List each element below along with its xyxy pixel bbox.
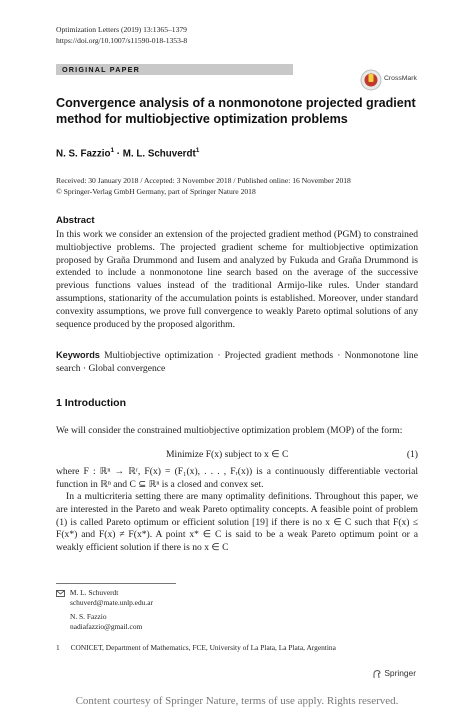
body-paragraph: In a multicriteria setting there are many optimality definitions. Throughout this paper, we are interested in the Pareto and weak Pareto optimality concepts. A feasible point of problem (1) is called Pareto optimum or efficient solution [19] if there is no x ∈ C such that F(x) ≤ F(x*) and F(x) ≠ F(x*). A point x* ∈ C is said to be a weak Pareto optimum point or a weakly efficient solution if there is no x ∈ C xyxy=(56,491,418,554)
springer-logo xyxy=(372,668,416,679)
abstract-heading: Abstract xyxy=(56,215,95,226)
footnote-divider xyxy=(56,583,176,584)
article-title: Convergence analysis of a nonmonotone projected gradient method for multiobjective optimization problems xyxy=(56,96,416,126)
keywords-block xyxy=(56,349,418,376)
abstract-text: In this work we consider an extension of the projected gradient method (PGM) to constrained multiobjective problems. The projected gradient scheme for multiobjective optimization proposed by Graña Drummond and Iusem and analyzed by Fukuda and Graña Drummond is extended to include a nonmonotone line search based on the average of the successive previous functions values instead of the traditional Armijo-like rules. Under standard assumptions, stationarity of the accumulation points is established. Moreover, under standard convexity assumptions, we prove full convergence to weakly Pareto optimal solutions of any sequence produced by the proposed algorithm. xyxy=(56,229,418,330)
equation-text: Minimize F(x) subject to x ∈ C xyxy=(166,449,289,460)
springer-logo-text: Springer xyxy=(384,668,416,678)
affiliation-number: 1 xyxy=(56,643,60,652)
keywords-label: Keywords xyxy=(56,350,100,360)
envelope-icon xyxy=(56,590,65,597)
equation-explanation: where F : ℝⁿ → ℝʳ, F(x) = (F₁(x), . . . , Fᵣ(x)) is a continuously differentiable vectorial function in ℝⁿ and C ⊆ ℝⁿ is a closed and convex set. xyxy=(56,466,418,490)
section-heading: 1 Introduction xyxy=(56,397,126,409)
affiliation-footnote xyxy=(56,643,336,653)
crossmark-badge[interactable] xyxy=(360,69,430,91)
crossmark-icon xyxy=(360,69,382,91)
history-dates: Received: 30 January 2018 / Accepted: 3 November 2018 / Published online: 16 November 2018 xyxy=(56,176,351,185)
keywords-text: Multiobjective optimization · Projected gradient methods · Nonmonotone line search · Global convergence xyxy=(56,350,418,374)
crossmark-label: CrossMark xyxy=(384,75,417,82)
intro-paragraph: We will consider the constrained multiobjective optimization problem (MOP) of the form: xyxy=(56,425,403,436)
corresponding-author xyxy=(56,588,153,608)
coauthor-name: N. S. Fazzio xyxy=(70,612,107,621)
affiliation-text: CONICET, Department of Mathematics, FCE, University of La Plata, La Plata, Argentina xyxy=(70,643,336,652)
author-list xyxy=(56,147,199,159)
author-separator: · xyxy=(114,148,123,160)
author-name[interactable]: N. S. Fazzio xyxy=(56,148,111,160)
article-type-label: ORIGINAL PAPER xyxy=(62,65,141,74)
coauthor-email[interactable]: nadiafazzio@gmail.com xyxy=(70,622,143,631)
springer-horse-icon xyxy=(372,669,382,679)
corresponding-author-name: M. L. Schuverdt xyxy=(69,588,119,597)
journal-citation-block xyxy=(56,24,187,46)
corresponding-author-email[interactable]: schuverd@mate.unlp.edu.ar xyxy=(70,598,153,607)
article-type-banner xyxy=(56,64,293,75)
courtesy-notice: Content courtesy of Springer Nature, terms of use apply. Rights reserved. xyxy=(75,695,399,707)
copyright-line: © Springer-Verlag GmbH Germany, part of Springer Nature 2018 xyxy=(56,186,256,196)
author-affil-marker: 1 xyxy=(110,147,115,154)
doi-link[interactable]: https://doi.org/10.1007/s11590-018-1353-8 xyxy=(56,36,188,45)
equation-number: (1) xyxy=(406,449,418,460)
journal-citation: Optimization Letters (2019) 13:1365–1379 xyxy=(56,25,187,34)
author-affil-marker: 1 xyxy=(195,147,200,154)
author-name[interactable]: M. L. Schuverdt xyxy=(122,148,196,160)
coauthor-contact xyxy=(56,612,142,632)
publication-dates xyxy=(56,176,436,197)
